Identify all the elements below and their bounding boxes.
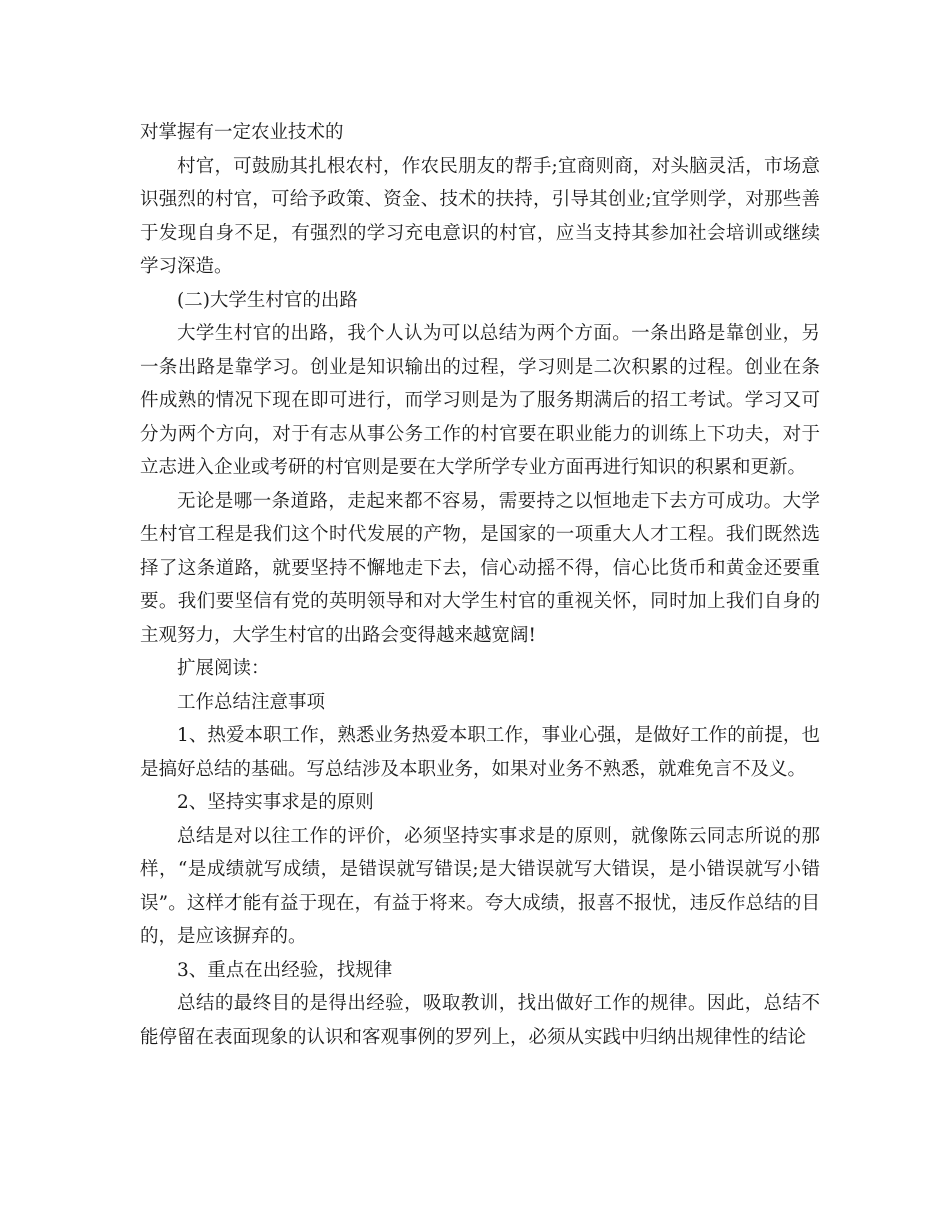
paragraph-continuation: 对掌握有一定农业技术的 xyxy=(140,122,344,143)
heading-summary-notes: 工作总结注意事项 xyxy=(177,691,326,713)
list-item-3-heading: 3、重点在出经验，找规律 xyxy=(177,959,393,981)
list-item-2-heading: 2、坚持实事求是的原则 xyxy=(177,792,374,813)
paragraph-truth-principle: 总结是对以往工作的评价，必须坚持实事求是的原则，就像陈云同志所说的那样，“是成绩就写成绩，是错误就写错误;是大错误就写大错误，是小错误就写小错误”。这样才能有益于现在，有益于将来。夸大成绩，报喜不报忧，违反作总结的目的，是应该摒弃的。 xyxy=(140,825,820,947)
list-item-1: 1、热爱本职工作，熟悉业务热爱本职工作，事业心强，是做好工作的前提，也是搞好总结的基础。写总结涉及本职业务，如果对业务不熟悉，就难免言不及义。 xyxy=(140,725,820,780)
paragraph-perseverance: 无论是哪一条道路，走起来都不容易，需要持之以恒地走下去方可成功。大学生村官工程是我们这个时代发展的产物，是国家的一项重大人才工程。我们既然选择了这条道路，就要坚持不懈地走下去，信心动摇不得，信心比货币和黄金还要重要。我们要坚信有党的英明领导和对大学生村官的重视关怀，同时加上我们自身的主观努力，大学生村官的出路会变得越来越宽阔! xyxy=(140,490,820,646)
document-body xyxy=(140,116,820,1054)
paragraph-career-path: 大学生村官的出路，我个人认为可以总结为两个方面。一条出路是靠创业，另一条出路是靠学习。创业是知识输出的过程，学习则是二次积累的过程。创业在条件成熟的情况下现在即可进行，而学习则是为了服务期满后的招工考试。学习又可分为两个方向，对于有志从事公务工作的村官要在职业能力的训练上下功夫，对于立志进入企业或考研的村官则是要在大学所学专业方面再进行知识的积累和更新。 xyxy=(140,323,820,478)
section-heading-career-path: (二)大学生村官的出路 xyxy=(177,289,358,311)
paragraph-village-official-support: 村官，可鼓励其扎根农村，作农民朋友的帮手;宜商则商，对头脑灵活，市场意识强烈的村官，可给予政策、资金、技术的扶持，引导其创业;宜学则学，对那些善于发现自身不足，有强烈的学习充电意识的村官，应当支持其参加社会培训或继续学习深造。 xyxy=(140,155,820,277)
paragraph-experience-rules: 总结的最终目的是得出经验，吸取教训，找出做好工作的规律。因此，总结不能停留在表面现象的认识和客观事例的罗列上，必须从实践中归纳出规律性的结论 xyxy=(140,993,820,1048)
heading-extended-reading: 扩展阅读： xyxy=(177,658,270,679)
